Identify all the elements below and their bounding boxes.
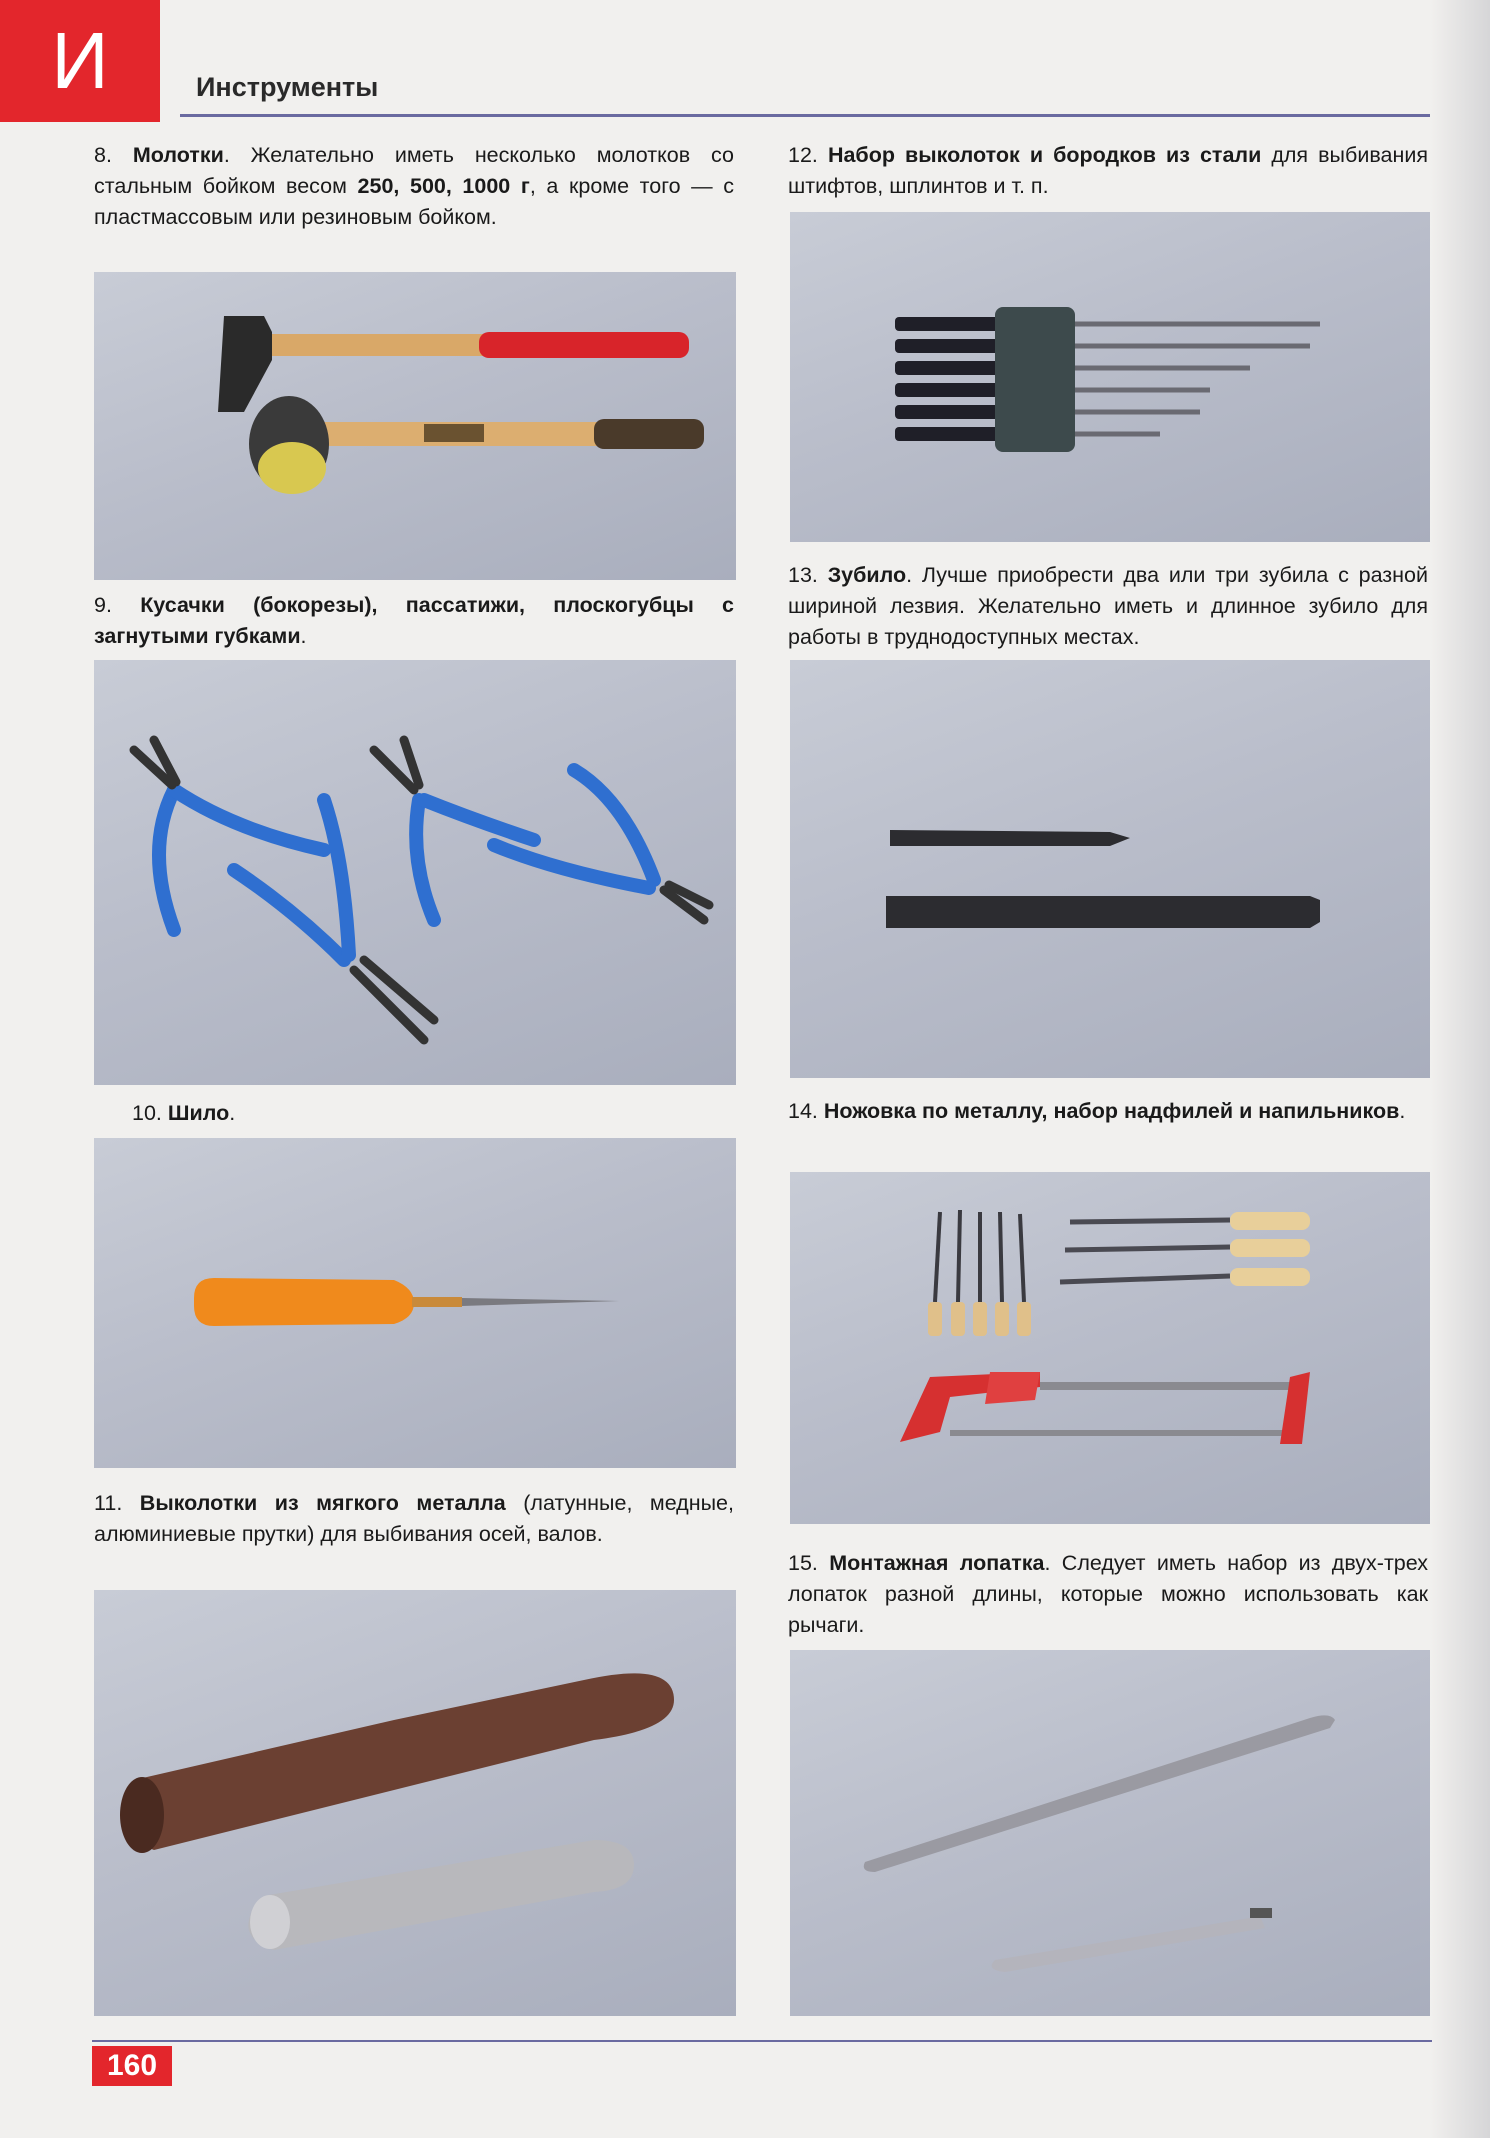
header-rule xyxy=(180,114,1430,117)
entry-title: Зубило xyxy=(827,563,907,587)
photo-soft-drifts xyxy=(94,1590,736,2016)
entry-number: 8. xyxy=(94,143,112,167)
entry-13-chisel xyxy=(788,560,1428,653)
photo-punch-set xyxy=(790,212,1430,542)
entry-title: Молотки xyxy=(132,143,224,167)
entry-text: для выбивания штифтов, шплинтов и т. п. xyxy=(788,143,1428,198)
entry-text: . Лучше приобрести два или три зубила с разной шириной лезвия. Желательно иметь и длинное зубило для работы в труднодоступных местах. xyxy=(788,563,1428,649)
entry-number: 14. xyxy=(788,1099,818,1123)
photo-tire-levers xyxy=(790,1650,1430,2016)
entry-title: Кусачки (бокорезы), пассатижи, плоскогубцы с загнутыми губками xyxy=(94,593,734,648)
entry-11-soft-drifts xyxy=(94,1488,734,1550)
footer-rule xyxy=(92,2040,1432,2042)
page-title: Инструменты xyxy=(196,72,379,102)
photo-chisels xyxy=(790,660,1430,1078)
entry-text: (латунные, медные, алюминиевые прутки) для выбивания осей, валов. xyxy=(94,1491,734,1546)
entry-10-awl xyxy=(94,1098,734,1129)
photo-hacksaw-files xyxy=(790,1172,1430,1524)
photo-awl xyxy=(94,1138,736,1468)
entry-text: . Следует иметь набор из двух-трех лопаток разной длины, которые можно использовать как рычаги. xyxy=(788,1551,1428,1637)
entry-text: . xyxy=(300,624,307,648)
entry-title: Набор выколоток и бородков из стали xyxy=(827,143,1262,167)
entry-number: 12. xyxy=(788,143,818,167)
page-edge-shadow xyxy=(1430,0,1490,2138)
entry-15-tire-lever xyxy=(788,1548,1428,1641)
entry-weights: 250, 500, 1000 г xyxy=(357,174,530,198)
entry-number: 13. xyxy=(788,563,818,587)
entry-text: , а кроме того — с пластмассовым или резиновым бойком. xyxy=(94,174,734,229)
entry-8-hammers xyxy=(94,140,734,233)
photo-hammers xyxy=(94,272,736,580)
entry-text: . Желательно иметь несколько молотков со стальным бойком весом xyxy=(94,143,734,198)
entry-title: Ножовка по металлу, набор надфилей и напильников xyxy=(823,1099,1400,1123)
entry-text: . xyxy=(1399,1099,1406,1123)
entry-text: . xyxy=(229,1101,236,1125)
entry-title: Монтажная лопатка xyxy=(829,1551,1045,1575)
entry-number: 11. xyxy=(94,1491,123,1515)
section-tab: И xyxy=(0,0,160,122)
entry-title: Шило xyxy=(167,1101,230,1125)
photo-pliers xyxy=(94,660,736,1085)
entry-title: Выколотки из мягкого металла xyxy=(139,1491,506,1515)
page-number: 160 xyxy=(92,2046,172,2086)
entry-12-punch-set xyxy=(788,140,1428,202)
entry-number: 9. xyxy=(94,593,112,617)
entry-9-pliers xyxy=(94,590,734,652)
entry-number: 15. xyxy=(788,1551,818,1575)
entry-14-hacksaw xyxy=(788,1096,1428,1127)
entry-number: 10. xyxy=(132,1101,162,1125)
